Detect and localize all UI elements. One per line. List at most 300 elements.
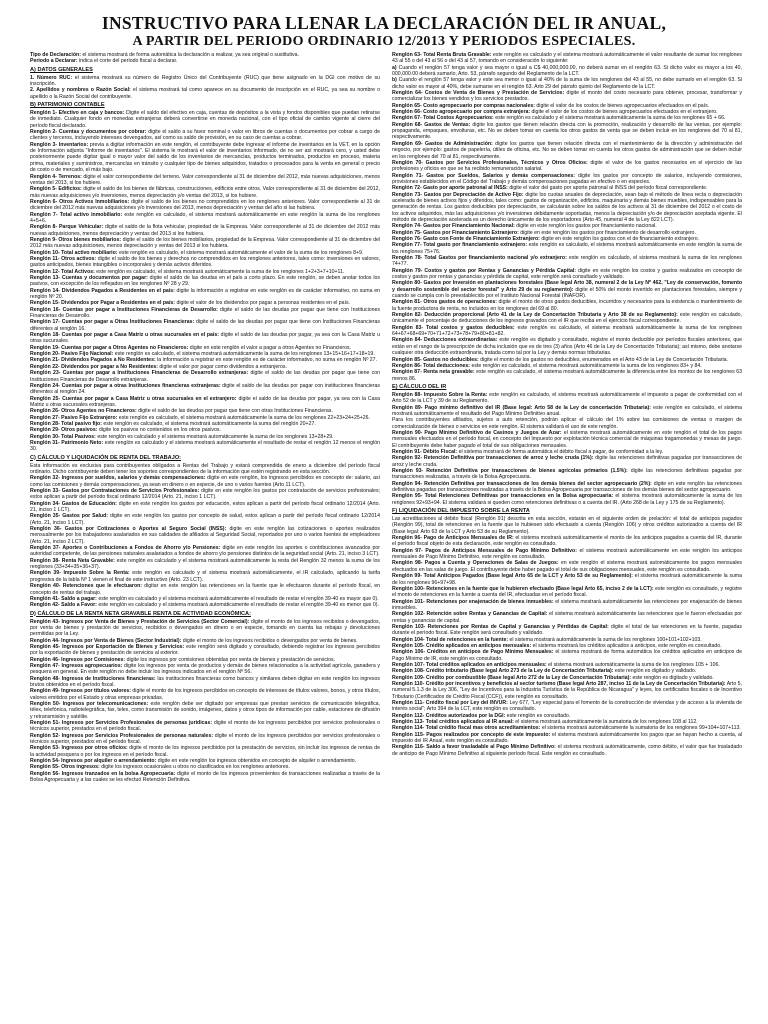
paragraph bbox=[30, 75, 380, 88]
paragraph-lead: Renglón 88- Impuesto Sobre la Renta: bbox=[392, 391, 488, 398]
paragraph-text: el sistema mostrará automáticamente, como débito, el valor que fue trasladado de anticipo de Pago Mínimo Definitivo al siguiente período fiscal. Este renglón es consultado. bbox=[392, 744, 742, 757]
paragraph-text: digite el monto de los ingresos percibidos por servicios profesionales o técnicos superior, prestados en el período fiscal. bbox=[30, 732, 380, 746]
paragraph bbox=[30, 383, 380, 396]
paragraph bbox=[392, 77, 742, 90]
section-heading: F) LIQUIDACIÓN DEL IMPUESTO SOBRE LA RENTA bbox=[392, 508, 530, 515]
paragraph-lead: Renglón 94- Retención Definitiva por transacciones de los demás bienes del sector agropecuario (2%): bbox=[392, 480, 652, 487]
paragraph-text: este renglón es calculado, el sistema mostrará automáticamente la suma de los renglones 22+23+24+25+26. bbox=[117, 414, 370, 421]
paragraph-text: digite los pasivos no contenidos en los otros pasivos. bbox=[97, 427, 221, 434]
paragraph bbox=[392, 122, 742, 141]
paragraph-lead: Renglón 7- Total activo inmobiliario: bbox=[30, 211, 123, 218]
paragraph-text: digite en este renglón los aportes o contribuciones avanzados por autoridad competente, de las pensiones naturales asalariados a fondos de ahorro y/o pensiones distintos de la seguridad social (Arto. 21, inciso 3 LCT). bbox=[30, 545, 380, 558]
paragraph-lead: Renglón 44- Ingresos por Venta de Bienes (Sector Industrial): bbox=[30, 637, 182, 644]
paragraph bbox=[392, 548, 742, 561]
paragraph-lead: Renglón 16- Cuentas por pagar a Instituciones Financieras de Desarrollo: bbox=[30, 306, 218, 313]
paragraph bbox=[392, 312, 742, 325]
paragraph-text: digite las retenciones definitivas pagadas por transacciones de arroz y leche cruda. bbox=[392, 455, 742, 468]
paragraph bbox=[30, 488, 380, 501]
paragraph bbox=[30, 256, 380, 269]
paragraph-lead: Renglón 99- Total Anticipos Pagados (Base legal Arto 65 de la LCT y Arto 53 de su Reglamento): bbox=[392, 573, 633, 580]
paragraph-text: Esta información es exclusiva para contribuyentes obligados a Rentas del Trabajo y estará comprendida de enero a diciembre del período fiscal ordinario. Dicho contribuyente deben tener los soportes correspondientes de la información que estén registrando en esta sección. bbox=[30, 462, 380, 475]
paragraph-lead: Renglón 12- Total Activos: bbox=[30, 268, 95, 275]
paragraph-text: digite el valor del gasto por aporte patronal al INSS del período fiscal correspondiente. bbox=[507, 185, 708, 192]
paragraph-text: el sistema mostrará automáticamente la suma de los renglones 105 + 106. bbox=[546, 661, 720, 668]
paragraph-lead: Renglón 83- Total costos y gastos deducibles: bbox=[392, 324, 515, 331]
paragraph-lead: Renglón 68- Gastos de Ventas: bbox=[392, 121, 471, 128]
paragraph-lead: Renglón 116- Saldo a favor trasladable al Pago Mínimo Definitivo: bbox=[392, 744, 556, 751]
paragraph-text: digite el monto de los gastos no deducibles, enumerados en el Arto 43 de la Ley de Concertación Tributaria. bbox=[478, 356, 728, 363]
paragraph-text: este renglón es calculado y el sistema mostrará automáticamente el resultado de restar el renglón 39-40 es menor que 0). bbox=[96, 602, 379, 609]
paragraph-lead: Renglón 11- Otros activos: bbox=[30, 255, 97, 262]
paragraph-lead: Renglón 69- Gastos de Administración: bbox=[392, 140, 493, 147]
paragraph-text: indica el corte del período fiscal a declarar. bbox=[77, 58, 178, 65]
paragraph-lead: Renglón 96- Pago de Anticipos Mensuales de IR: bbox=[392, 535, 514, 542]
paragraph-lead: Renglón 67- Total Costos Agropecuarios: bbox=[392, 115, 494, 122]
paragraph bbox=[392, 268, 742, 281]
paragraph-text: digite la información a registrar en este renglón es de carácter informativo, no suma en renglón Nº 20. bbox=[30, 287, 380, 301]
paragraph-text: digite en este renglón los gastos por financiamiento nacional. bbox=[514, 223, 657, 230]
paragraph-lead: Renglón 24- Cuentas por pagar a otras Instituciones financieras extranjeras: bbox=[30, 382, 221, 389]
paragraph-text: digite el saldo de las deudas por pagar, ya sea con la Casa Matriz u otras sucursales. bbox=[30, 332, 380, 345]
paragraph-text: digite en este renglón los gastos por educación, estos aplican a partir del período fiscal ordinario 12/2014 (Arto. 21, inciso 1 LCT). bbox=[30, 500, 380, 514]
paragraph-text: este renglón es calculado, el sistema mostrará automáticamente el resultado del Pago Mínimo Definitivo anual. bbox=[392, 404, 742, 417]
paragraph bbox=[30, 771, 380, 784]
paragraph-text: digite el valor de los dividendos por pagar a personas residentes en el país. bbox=[175, 300, 351, 307]
paragraph bbox=[30, 526, 380, 545]
paragraph-lead: Renglón 15- Dividendos por Pagar a Residentes en el país: bbox=[30, 300, 175, 307]
paragraph-lead: Renglón 76- Gasto con Fonte de Financiamiento Extranjero: bbox=[392, 235, 540, 242]
paragraph-text: digite el saldo de las deudas por pagar que tiene con Instituciones Financieras de Desarrollo extranjeras. bbox=[30, 370, 380, 383]
paragraph-lead: Renglón 115- Pagos realizados por concepto de este impuesto: bbox=[392, 731, 551, 738]
paragraph-text: digite el monto de los ingresos recibidos o devengados por venta de bienes. bbox=[181, 637, 358, 644]
paragraph-text: este renglón es digitado y consultado, registre el monto deducible por períodos fiscales anteriores, que están en el rango de la prescripción de dicha inclusión que es de tres (3) años (Arto 46 de la Ley de Concertación Tributaria); así mismo, debe anotarse cualquier otra deducción extraordinaria, tratada como tal por la Ley y demás normas tributarias. bbox=[392, 337, 742, 357]
paragraph-text: digite en este renglón los gastos por financiamiento de desarrollo extranjero. bbox=[518, 229, 696, 236]
paragraph bbox=[392, 599, 742, 612]
paragraph-text: el sistema mostrará de forma automática la declaración a realizar, ya sea original o sustitutiva. bbox=[80, 52, 299, 58]
paragraph-text: este renglón es calculado, el sistema mostrará automáticamente el valor de la suma de los renglones 8+9. bbox=[117, 249, 364, 256]
paragraph-lead: Renglón 91- Débito Fiscal: bbox=[392, 448, 458, 455]
paragraph-lead: Renglón 37- Aportes o Contribuciones a Fondos de Ahorro y/o Pensiones: bbox=[30, 545, 221, 552]
paragraph-lead: Renglón 72- Gasto por aporte patronal al INSS: bbox=[392, 185, 508, 192]
paragraph-lead: Renglón 2- Cuentas y documentos por cobrar: bbox=[30, 129, 147, 136]
paragraph bbox=[392, 417, 742, 430]
paragraph bbox=[392, 141, 742, 160]
paragraph bbox=[392, 586, 742, 599]
paragraph-lead: Renglón 101- Retenciones por enajenación de bienes inmuebles: bbox=[392, 598, 554, 605]
paragraph-lead: Renglón 104- Total de retenciones en la fuente: bbox=[392, 636, 509, 643]
paragraph-text: digite el saldo de los bienes no comprendidos en los renglones anteriores. Valor correspondiente al 31 de diciembre del 2012 más nuevas adquisiciones y/o inversiones del 2013, menos depreciación y ventas del año si las hubiera. bbox=[30, 198, 380, 212]
paragraph-lead: Periodo a Declarar: bbox=[30, 58, 78, 65]
paragraph bbox=[30, 701, 380, 720]
paragraph-lead: Renglón 22- Dividendos por pagar a No Residentes: bbox=[30, 363, 158, 370]
paragraph-text: digite el monto de los ingresos percibidos en concepto de intereses de títulos valores, bonos, y otros títulos, valores emitidos por el Estado y otras empresas privadas. bbox=[30, 688, 380, 701]
paragraph bbox=[392, 468, 742, 481]
paragraph-text: Ley 677, "Ley especial para el fomento de la construcción de viviendas y de acceso a la vivienda de interés social"; Arto 394 de la LCT, este renglón es consultado. bbox=[392, 700, 742, 713]
paragraph-lead: 2. Apellidos y nombres o Razón Social: bbox=[30, 87, 131, 94]
paragraph-text: digite en este renglón las cotizaciones o aportes realizados mensualmente por los trabajadores asalariados en sus calidades de afiliados al Seguridad Social, reportados por uno o varios fuentes de empleadores (Arto. 21, inciso 2 LCT). bbox=[30, 526, 380, 545]
paragraph-text: este renglón es calculado y el sistema mostrará automáticamente el valor resultante de sumar los renglones 43 al 55 o del 43 al 56 o del 43 al 57, tomando en consideración lo siguiente: bbox=[392, 52, 742, 65]
paragraph-lead: Renglón 105- Crédito aplicados en anticipos mensuales: bbox=[392, 642, 532, 649]
paragraph-lead: Renglón 30- Total Pasivos: bbox=[30, 433, 96, 440]
paragraph-lead: Renglón 100- Retenciones en la fuente que le hubieren efectuado (Base legal Arto 65, inciso 2 de la LCT): bbox=[392, 585, 654, 592]
paragraph-text: digite en este renglón el valor a pagar a otros Agentes no Financieros. bbox=[188, 344, 351, 351]
paragraph-lead: Renglón 65- Costo agropecuario por compras nacionales: bbox=[392, 102, 535, 109]
paragraph-lead: Renglón 17- Cuentas por pagar a Otras Instituciones Financieras: bbox=[30, 319, 195, 326]
paragraph-lead: Renglón 93- Retención Definitiva por transacciones de bienes agrícolas primarios (1.5%): bbox=[392, 468, 628, 474]
paragraph-text: la información a registrar en este renglón es de carácter informativo, no suma en renglón Nº 27. bbox=[155, 357, 378, 364]
paragraph bbox=[30, 583, 380, 596]
paragraph-text: este renglón es consultado, y registre el monto de retenciones en la fuente a cuenta del IR, efectuadas en el período fiscal. bbox=[392, 585, 742, 599]
paragraph-lead: Renglón 1- Efectivo en caja y bancos: bbox=[30, 110, 125, 117]
paragraph-lead: Renglón 27- Pasivo Fijo Extranjero: bbox=[30, 414, 118, 421]
paragraph bbox=[392, 649, 742, 662]
paragraph-text: el sistema mostrará de forma automática los créditos aplicados en anticipos de Pago Mínimo de IR, este renglón es consultado. bbox=[392, 649, 742, 662]
paragraph-lead: Renglón 6- Otros Activos Inmobiliarios: bbox=[30, 198, 130, 205]
paragraph bbox=[30, 663, 380, 676]
paragraph-text: este renglón es calculado, el sistema mostrará automáticamente en este renglón la suma de los renglones 75+76. bbox=[392, 242, 742, 255]
paragraph bbox=[392, 516, 742, 535]
paragraph bbox=[30, 745, 380, 758]
paragraph-text: digite los gastos que tienen relación directa con el mantenimiento de la dirección y administración del negocio, por ejemplo: gastos de papelería, útiles de oficina, etc. No se deben tomar en cuenta los otros gastos de administración que se deben incluir en los renglones del 70 al 81, respectivamente. bbox=[392, 140, 742, 160]
paragraph-text: digite los ingresos por venta de productos y demás de bienes relacionados a la actividad agrícola, ganadera y pesquera en general. En este renglón no debe incluir los ingresos indicados en el renglón Nº 56. bbox=[30, 662, 380, 676]
paragraph-lead: Renglón 108- Crédito tributario (Base legal Arto 273 de la Ley de Concertación Tributaria): bbox=[392, 668, 614, 675]
paragraph-lead: Renglón 54- Ingresos por alquiler o arrendamiento: bbox=[30, 758, 157, 765]
paragraph-text: el sistema mostrará automáticamente la suma de los renglones 100+101+102+103. bbox=[508, 636, 702, 643]
paragraph-text: en este renglón el sistema mostrará automáticamente los pagos mensuales efectuados en las salas de juego. El contribuyente debe haber pagado el total de sus obligaciones mensuales, este renglón es consultado. bbox=[392, 560, 742, 573]
paragraph bbox=[30, 570, 380, 583]
paragraph-text: digite los gastos por concepto de salarios, incluyendo comisiones, provisiones establecidos en el Código del Trabajo y demás compensaciones pagadas en efectivo o en especies. bbox=[392, 172, 742, 185]
paragraph-lead: Renglón 26- Otros Agentes no Financieros: bbox=[30, 408, 137, 415]
paragraph bbox=[392, 299, 742, 312]
paragraph-text: este renglón es calculado, únicamente el porcentaje de deducciones de los ingresos gravados con el IR que reciba en el ejercicio fiscal correspondiente. bbox=[392, 312, 742, 325]
paragraph bbox=[392, 325, 742, 338]
paragraph bbox=[392, 481, 742, 494]
paragraph bbox=[392, 732, 742, 745]
paragraph bbox=[30, 142, 380, 174]
paragraph-text: Cuando el renglón 57 tenga valor y sea mayor o igual a C$ 40,000,000.00, no deberá sumar en el renglón 63. Si dicho valor es mayor a los 40, 000,000.00 deberá sumarlo, Arto. 53, párrafo segundo del Reglamento de la LCT. bbox=[392, 64, 742, 78]
paragraph-text: este renglón es calculado, el sistema mostrará automáticamente el impuesto a pagar de conformidad con el Arto 52 de la LCT y 39 de su Reglamento. bbox=[392, 391, 742, 405]
paragraph-lead: Renglón 80- Gastos por Inversión en plantaciones forestales (Base legal Arto 38, numeral 2 de la Ley Nº 462, "Ley de conservación, fomento y desarrollo sostenible del sector forestal" y Arto 29 de su reglamento): bbox=[392, 280, 742, 293]
paragraph-text: el sistema mostrará automáticamente en este renglón el total de los pagos mensuales efectuados en el período fiscal, en concepto del Impuesto por explotación técnica comercial de máquinas tragamonedas y mesas de juego. El contribuyente debe haber pagado el total de sus obligaciones mensuales. bbox=[392, 429, 742, 449]
paragraph-lead: Renglón 14- Dividendos Pagados a Residentes en el país: bbox=[30, 287, 175, 294]
paragraph-text: digite en este renglón los gastos por contratación de servicios profesionales; estos aplican a partir del período fiscal ordinario 12/2014 (Arto. 21, inciso 1 LCT). bbox=[30, 488, 380, 501]
paragraph bbox=[30, 275, 380, 288]
paragraph-text: este renglón es calculado, el sistema mostrará la suma de los renglones 74+77. bbox=[392, 255, 742, 268]
paragraph-text: Arto 5, numeral 5.1.3 de la Ley 306, "Ley de Incentivos para la Industria Turística de la República de Nicaragua" y leyes, los certificados fiscales o de Incentivo Tributario (Certificados de Crédito Fiscal (CCF)), este renglón es consultado. bbox=[392, 681, 742, 700]
paragraph-lead: Renglón 85- Gastos no deducibles: bbox=[392, 356, 479, 363]
paragraph-lead: Renglón 5- Edificios: bbox=[30, 186, 82, 193]
paragraph-lead: Renglón 35- Gastos por Salud: bbox=[30, 513, 108, 520]
paragraph bbox=[30, 332, 380, 345]
paragraph-text: el sistema mostrará automáticamente las retenciones por enajenación de bienes inmuebles. bbox=[392, 598, 742, 611]
paragraph bbox=[30, 396, 380, 409]
paragraph-text: digite el monto de los ingresos recibidos o devengados, por venta de bienes y prestación de servicios, recibidos o devengados en dinero o en especie, tomando en cuenta las rebajas y devoluciones permitidas por la Ley. bbox=[30, 618, 380, 638]
paragraph bbox=[392, 700, 742, 713]
paragraph-lead: Renglón 112- Créditos autorizados por la DGI: bbox=[392, 712, 506, 719]
paragraph-text: digite los ingresos por comisiones obtenidas por venta de bienes y prestación de servicios. bbox=[125, 656, 336, 663]
paragraph-text: digite el 50% del monto invertido en plantaciones forestales, siempre y cuando se cumpla con lo preestablecido por el Instituto Nacional Forestal (INAFOR). bbox=[392, 286, 742, 300]
paragraph-lead: Renglón 50- Ingresos por telecomunicaciones: bbox=[30, 701, 149, 707]
paragraph bbox=[30, 619, 380, 638]
paragraph bbox=[392, 192, 742, 224]
paragraph-text: el sistema mostrará automáticamente las retenciones que le fueron efectuadas por rentas y ganancias de capital. bbox=[392, 611, 742, 624]
paragraph-lead: Renglón 95- Total Retenciones Definitivas por transacciones en la Bolsa agropecuaria: bbox=[392, 493, 614, 500]
paragraph-lead: Renglón 66- Costo agropecuario por compra extranjera: bbox=[392, 109, 531, 116]
paragraph-lead: Renglón 56- Ingresos tranzados en la bolsa Agropecuaria: bbox=[30, 770, 176, 777]
paragraph-lead: Renglón 102- Retención sobre Rentas y Ganancias de Capital: bbox=[392, 611, 548, 618]
paragraph bbox=[30, 370, 380, 383]
paragraph-lead: Renglón 97- Pagos de Anticipos Mensuales de Pago Mínimo Definitivo: bbox=[392, 547, 577, 554]
paragraph-text: digite las retenciones definitivas pagadas por transacciones realizadas, a través de la Bolsa Agropecuaria. bbox=[392, 468, 742, 481]
paragraph bbox=[392, 573, 742, 586]
paragraph-lead: Renglón 103- Retenciones por Rentas de Capital y Ganancias y Pérdidas de Capital: bbox=[392, 623, 609, 630]
paragraph-lead: Renglón 77- Total gasto por financiamiento extranjero: bbox=[392, 242, 528, 249]
paragraph bbox=[30, 475, 380, 488]
paragraph-text: digite el saldo de las deudas en el país a corto plazo. En este renglón, se deben anotar todos los pasivos, con excepción de los reflejados en los renglones Nº 28 y 29. bbox=[30, 275, 380, 288]
paragraph-lead: Renglón 52- Ingresos por Servicios Profesionales de personas naturales: bbox=[30, 732, 214, 739]
paragraph-text: digite el saldo de los bienes de fábricas, construcciones, edificios entre otros. Valor correspondiente al 31 de diciembre del 2012, más nuevas adquisiciones y/o inversiones, menos depreciación y/o ventas del 2013, si los hubiere. bbox=[30, 186, 380, 199]
paragraph bbox=[392, 611, 742, 624]
paragraph-lead: Renglón 46- Ingresos por Comisiones: bbox=[30, 656, 126, 663]
paragraph-lead: Renglón 36- Gastos por Cotizaciones o Aportes al Seguro Social (INSS): bbox=[30, 526, 227, 533]
document-subtitle: A PARTIR DEL PERIODO ORDINARIO 12/2013 Y PERIODOS ESPECIALES. bbox=[132, 34, 636, 49]
paragraph-text: este renglón es consultado. bbox=[505, 712, 571, 719]
paragraph-text: digite el valor correspondiente del terreno. Valor correspondiente al 31 de diciembre del 2012, más nuevas adquisiciones, menos ventas del 2013, si los hubiere. bbox=[30, 173, 380, 186]
paragraph-text: este renglón es calculado, el sistema mostrará automáticamente la suma de los renglones 64+67+68+69+70+71+72+73+78+79+80+81+82. bbox=[392, 324, 742, 338]
paragraph-text: digite en este renglón las retenciones definitivas pagadas por transacciones realizadas a través de la Bolsa Agropecuaria por transacciones de los demás bienes del sector agropecuario. bbox=[392, 480, 742, 494]
paragraph-lead: Renglón 64- Costos de Venta de Bienes y Prestación de Servicios: bbox=[392, 90, 565, 97]
paragraph-lead: b) bbox=[392, 77, 397, 84]
left-column bbox=[30, 52, 380, 1017]
paragraph-text: este renglón es calculado y el sistema mostrará automáticamente la suma de los renglones 65 + 66. bbox=[493, 115, 726, 122]
paragraph bbox=[392, 624, 742, 637]
paragraph bbox=[30, 513, 380, 526]
section-heading: D) CÁLCULO DE LA RENTA NETA GRAVABLE RENTA DE ACTIVIDAD ECONÓMICA: bbox=[30, 610, 251, 617]
paragraph-lead: Renglón 71- Gastos por Sueldos, Salarios y demás compensaciones: bbox=[392, 172, 575, 179]
paragraph bbox=[392, 493, 742, 506]
paragraph-text: digite el saldo de las deudas por pagar, ya sea con la Casa Matriz u otras sucursales extranjeras. bbox=[30, 395, 380, 408]
paragraph-text: previa a digitar información en este renglón, el contribuyente debe ingresar el informe de inventarios en la VET, en la opción de Información adjunta "Informe de inventarios". El sistema le mostrará el valor de inventarios informado, de no ser así mostrará cero, y usted debe posteriormente puede digitar igual o mayor valor del saldo de los inventarios de mercancías, productos terminados, productos en proceso, materia prima, materiales y suministros, mercancías en tránsito y cualquier tipo de bienes adquiridos, tratados o procesados para la venta en general o precio de costo o de mercado, el más bajo. bbox=[30, 141, 380, 174]
paragraph-text: digite en este renglón, los ingresos percibidos en concepto de: salario, así como las comisiones y demás compensaciones, ya sean en dinero o en especie, de uno o varios fuentes (Arto 11 LCT). bbox=[30, 475, 380, 488]
paragraph-lead: Tipo de Declaración: bbox=[30, 52, 81, 58]
paragraph-lead: 1. Número RUC: bbox=[30, 74, 73, 81]
paragraph-lead: Renglón 29- Otros pasivos: bbox=[30, 427, 98, 434]
paragraph-text: digite en este renglón los costos y gastos realizados en concepto de costos y gastos por rentas y ganancias y pérdida de capital, este renglón será consultado y validado. bbox=[392, 267, 742, 281]
paragraph bbox=[392, 280, 742, 299]
paragraph bbox=[30, 186, 380, 199]
paragraph bbox=[30, 319, 380, 332]
paragraph bbox=[30, 463, 380, 476]
paragraph-lead: Renglón 28- Total pasivo fijo: bbox=[30, 420, 102, 427]
paragraph-lead: Renglón 19- Cuentas por pagar a Otros Agentes no Financieros: bbox=[30, 344, 189, 351]
paragraph-text: este renglón es calculado, el sistema mostrará automáticamente la suma de los renglones 1+2+3+7+10+11. bbox=[94, 268, 345, 275]
paragraph-text: este renglón es calculado, el sistema mostrará automáticamente la suma de los renglones 83+ y 84. bbox=[470, 362, 702, 369]
paragraph-lead: Renglón 43- Ingresos por Venta de Bienes y Prestación de Servicios (Sector Comercial): bbox=[30, 618, 250, 625]
paragraph bbox=[392, 90, 742, 103]
paragraph-lead: Renglón 49- Ingresos por títulos valores: bbox=[30, 688, 131, 695]
paragraph bbox=[30, 558, 380, 571]
paragraph-lead: a) bbox=[392, 64, 397, 71]
paragraph bbox=[30, 602, 380, 608]
paragraph bbox=[30, 199, 380, 212]
paragraph-lead: Renglón 20- Pasivo Fijo Nacional: bbox=[30, 351, 114, 358]
paragraph-text: este renglón es calculado, el sistema mostrará automáticamente la suma del renglón 20+27. bbox=[101, 420, 316, 427]
paragraph bbox=[392, 681, 742, 700]
paragraph-text: el sistema mostrará tal como aparece en su documento de inscripción en el RUC, ya sea su nombre o apellido o la Razón Social del contribuyente. bbox=[30, 87, 380, 100]
paragraph-text: este renglón es digitado y validado. bbox=[613, 668, 697, 675]
paragraph-lead: Renglón 10- Total activo mobiliario: bbox=[30, 249, 118, 256]
paragraph bbox=[30, 87, 380, 100]
paragraph-text: digite en este renglón los ingresos obtenidos en concepto de alquiler o arrendamiento. bbox=[156, 758, 357, 765]
paragraph-text: digite el saldo de las deudas por pagar que tiene con Instituciones Financieras diferentes al renglón 16. bbox=[30, 319, 380, 332]
paragraph-lead: Renglón 9- Otros bienes mobiliarios: bbox=[30, 236, 122, 243]
paragraph bbox=[30, 676, 380, 689]
paragraph-lead: Renglón 98- Pagos a Cuenta y Operaciones de Salas de Juegos: bbox=[392, 560, 559, 567]
paragraph-lead: Renglón 13- Cuentas y documentos por pagar: bbox=[30, 275, 148, 281]
paragraph bbox=[392, 405, 742, 418]
paragraph-text: digite los ingresos ocasionales u otros no clasificados en los renglones anteriores. bbox=[99, 764, 290, 771]
paragraph-text: el sistema mostrará automáticamente la suma de los renglones 96+97+98. bbox=[392, 573, 742, 586]
paragraph-text: este renglón es calculado y el sistema mostrará automáticamente la suma de los renglones 13+28+29. bbox=[95, 433, 334, 440]
paragraph-text: este renglón es digitado y validado. bbox=[631, 674, 714, 681]
paragraph-lead: Renglón 32- Ingresos por sueldos, salarios y demás compensaciones: bbox=[30, 475, 206, 482]
paragraph bbox=[30, 733, 380, 746]
paragraph bbox=[392, 535, 742, 548]
paragraph-text: Las acreditaciones al débito fiscal (Renglón 91) descrita en esta sección, estarán en el siguiente orden de prelación: el total de anticipos pagados (Renglón 99), total de retenciones en la fuente que le hubiesen sido efectuado a cuenta (Renglón 106) y otros créditos autorizados a cuenta del IR (Base legal: Arto 63 de la LCT y Arto 53 de su Reglamento). bbox=[392, 516, 742, 535]
paragraph bbox=[392, 52, 742, 65]
section-heading: E) CÁLCULO DEL IR bbox=[392, 383, 447, 390]
paragraph-text: este renglón es calculado, el sistema mostrará automáticamente en este renglón la suma de los renglones 4+5+6. bbox=[30, 211, 380, 224]
paragraph-text: este renglón es calculado, el sistema mostrará automáticamente la diferencia entre los montos de los renglones 63 menos 86. bbox=[392, 369, 742, 382]
paragraph-text: el sistema mostrará automáticamente la suma de los renglones 92+93+94. El sistema validará si queden como retenciones definitivas o a cuenta del IR. (Arto 268 de la Ley y 175 de su Reglamento). bbox=[392, 493, 742, 506]
paragraph-lead: Renglón 38- Renta Neta Gravable: bbox=[30, 557, 115, 564]
paragraph-lead: Renglón 73- Gastos por Depreciación de Activo Fijo: bbox=[392, 191, 524, 198]
paragraph-lead: Renglón 79- Costos y gastos por Rentas y Ganancias y Pérdida Capital: bbox=[392, 267, 577, 274]
section-heading: A) DATOS GENERALES bbox=[30, 66, 93, 73]
paragraph-text: digite en este renglón los gastos con el de financiamiento extranjero. bbox=[539, 235, 700, 242]
paragraph bbox=[392, 160, 742, 173]
paragraph-lead: Renglón 63- Total Renta Bruta Gravable: bbox=[392, 52, 492, 58]
paragraph-text: digite el monto de los ingresos provenientes de transacciones realizadas a través de la Bolsa Agropecuaria y a las cuales se les efectuó Retención Definitiva. bbox=[30, 770, 380, 784]
paragraph-text: digite el valor de los gastos necesarios en el ejercicio de las profesiones y oficios en que se ha recibido remuneración salarial. bbox=[392, 159, 742, 173]
paragraph bbox=[30, 58, 380, 64]
paragraph-lead: Renglón 111- Crédito fiscal por Ley del INVUR: bbox=[392, 700, 508, 707]
paragraph bbox=[392, 392, 742, 405]
paragraph-lead: Renglón 31- Patrimonio Neto: bbox=[30, 439, 104, 446]
paragraph-text: el sistema mostrará automáticamente en este renglón los anticipos mensuales de Pago Mínimo Definitivo, este renglón es consultado. bbox=[392, 547, 742, 561]
paragraph-text: digite el saldo de las deudas por pagar con instituciones financieras diferentes al renglón 24. bbox=[30, 382, 380, 396]
paragraph-text: el sistema mostrará de forma automática el débito fiscal a pagar, de conformidad a la ley. bbox=[457, 448, 664, 455]
paragraph-lead: Renglón 109- Crédito por combustible (Base legal Arto 272 de la Ley de Concertación Tributaria): bbox=[392, 674, 632, 681]
paragraph-text: este renglón es calculado y el sistema mostrará automáticamente el resultado de restar el renglón 12 menos el renglón 30. bbox=[30, 439, 380, 453]
paragraph bbox=[30, 288, 380, 301]
document-title: INSTRUCTIVO PARA LLENAR LA DECLARACIÓN DEL IR ANUAL, bbox=[101, 13, 667, 33]
paragraph-text: digitar en este renglón las retenciones en la fuente que le efectuaron durante el período fiscal, en concepto de rentas del trabajo. bbox=[30, 583, 380, 596]
paragraph bbox=[30, 224, 380, 237]
paragraph-text: digite los gastos que tienen relación directa con la promoción, realización y desarrollo de las ventas, por ejemplo: propaganda, empaques, envolturas, etc. No se deben tomar en cuenta los otros gastos de venta que se deben incluir en los renglones del 70 al 81, respectivamente. bbox=[392, 121, 742, 141]
paragraph bbox=[30, 237, 380, 250]
paragraph-lead: Renglón 106- Créditos en anticipos de Pago Mínimo Mensuales: bbox=[392, 649, 554, 656]
paragraph-text: el sistema mostrará automáticamente los pagos que se hayan hecho a cuenta, al impuesto del IR Anual, este renglón es consultado. bbox=[392, 731, 742, 745]
paragraph bbox=[392, 173, 742, 186]
paragraph-text: el sistema mostrará automáticamente la sumatoria de los renglones 108 al 112. bbox=[513, 719, 698, 726]
paragraph-lead: Renglón 48- Ingresos de Instituciones financieras: bbox=[30, 675, 156, 682]
paragraph bbox=[30, 174, 380, 187]
paragraph-lead: Renglón 82- Deducción proporcional (Arto 41 de la Ley de Concertación Tributaria y Arto 38 de su Reglamento): bbox=[392, 312, 678, 319]
paragraph-text: digite en este renglón los gastos por concepto de salud, estos aplican a partir del período fiscal ordinario 12/2014 (Arto. 21, inciso 1 LCT). bbox=[30, 513, 380, 526]
paragraph-lead: Renglón 110- Crédito por incentivos y beneficios al sector turismo (Base legal Arto 287, inciso 11 de la Ley de Concertación Tributaria): bbox=[392, 681, 726, 687]
paragraph-lead: Renglón 90- Pago Mínimo Definitivo de Casinos y Juegos de Azar: bbox=[392, 429, 562, 436]
paragraph-lead: Renglón 74- Gastos por Financiamiento Nacional: bbox=[392, 223, 515, 230]
paragraph-lead: Renglón 45- Ingresos por Exportación de Bienes y Servicios: bbox=[30, 643, 185, 650]
paragraph-lead: Renglón 75- Gastos por Financiamiento Extranjero: bbox=[392, 229, 519, 236]
paragraph-lead: Renglón 55- Otros ingresos: bbox=[30, 764, 100, 771]
paragraph-lead: Renglón 23- Cuentas por pagar a Instituciones Financieras de Desarrollo extranjeras: bbox=[30, 370, 249, 377]
paragraph-text: este renglón es calculado y el sistema mostrará automáticamente, el IR calculado, aplicando la tarifa progresiva de la tabla Nº 1 vienen el final de este instructivo (Arto. 23 LCT). bbox=[30, 570, 380, 583]
paragraph-text: digite el total de las retenciones en la fuente, pagadas durante el período fiscal. Este renglón será consultado y validado. bbox=[392, 623, 742, 637]
paragraph bbox=[392, 430, 742, 449]
paragraph-lead: Renglón 81- Otros gastos de operaciones: bbox=[392, 299, 497, 306]
paragraph-text: el sistema mostrará los créditos aplicados a anticipos, este renglón es consultado. bbox=[531, 642, 722, 649]
paragraph-text: Digite el saldo del efectivo en caja, cuentas de depósitos a la vista y fondos disponibles que puedan retirarse de inmediato. Cualquier fondo en monedas extranjeras deberá convertirse en moneda nacional, con el tipo oficial de cambio vigente al cierre del período fiscal declarado. bbox=[30, 110, 380, 129]
paragraph-lead: Renglón 40- Retenciones que le efectuaron: bbox=[30, 583, 143, 590]
paragraph bbox=[392, 560, 742, 573]
paragraph-lead: Renglón 41- Saldo a pagar: bbox=[30, 595, 97, 602]
paragraph-text: este renglón es calculado y el sistema mostrará automáticamente el resultado de restar el renglón 39-40 es mayor que 0). bbox=[96, 595, 379, 602]
paragraph bbox=[30, 440, 380, 453]
paragraph-lead: Renglón 21- Dividendos Pagados a No Residentes: bbox=[30, 357, 156, 364]
paragraph-lead: Renglón 114- Total crédito fiscal mas otros acreditamientos: bbox=[392, 725, 541, 732]
paragraph bbox=[30, 644, 380, 657]
paragraph-lead: Renglón 39- Impuesto Sobre la Renta: bbox=[30, 570, 130, 577]
paragraph bbox=[30, 110, 380, 129]
paragraph-lead: Renglón 113- Total créditos aplicados al IR anual: bbox=[392, 719, 514, 726]
paragraph-lead: Renglón 33- Gastos por Contrataciones de Servicios Profesionales: bbox=[30, 488, 200, 494]
paragraph-text: este renglón es calculado y el sistema mostrará automáticamente la resta del Renglón 32 menos la suma de los renglones (33+34+35+36+37). bbox=[30, 557, 380, 571]
paragraph-lead: Renglón 86- Total deducciones: bbox=[392, 362, 471, 369]
right-column bbox=[392, 52, 742, 1017]
paragraph-text: digite los cuotas anuales de depreciación, sean bajo el método de línea recta o depreciación acelerada de bienes activos fijos y diferidos, tales como: gastos de organización, edificios, maquinaria y demás bienes muebles, indispensables para la generación de rentas. Los gastos deducibles por depreciación, se calcularán sobre los saldos de los activos al 31 de diciembre del 2012 o el costo de los activos adquiridos, más las adquisiciones y/o inversiones debidamente soportadas, menos la depreciación y/o de depreciación aceptada vigente. El método de depreciación acelerada es un derecho únicamente de los exportadores (Arto 45, numeral 4 de la Ley 822 LCT). bbox=[392, 191, 742, 223]
paragraph-lead: Renglón 18- Cuentas por pagar a Casa Matriz u otras sucursales en el país: bbox=[30, 332, 219, 339]
paragraph bbox=[392, 744, 742, 757]
paragraph-lead: Renglón 4- Terrenos: bbox=[30, 173, 82, 180]
paragraph-text: el sistema mostrará automáticamente la sumatoria de los renglones 99+104+107+113. bbox=[540, 725, 741, 732]
paragraph-text: digite el saldo a su favor nominal o valor en libros de cuentas o documentos por cobrar a cargo de clientes y terceros, incluyendo intereses devengados, así como su saldo de provisión, en su caso de cuentas a cobrar. bbox=[30, 129, 380, 142]
paragraph-lead: Renglón 42- Saldo a Favor: bbox=[30, 602, 97, 609]
paragraph-lead: Renglón 53- Ingresos por otros oficios: bbox=[30, 745, 128, 752]
paragraph-text: este renglón debe ser digitado por empresas que prestan servicios de comunicación telegráfica, télex, telefónica, radiotelegráfica, fax, telex, como transmisión de sonido, imágenes, datos y otros tipos de información por cable, estaciones de difusión y retransmisión y satélite. bbox=[30, 701, 380, 720]
paragraph bbox=[30, 129, 380, 142]
paragraph bbox=[392, 369, 742, 382]
paragraph-text: el sistema mostrará su número de Registro Único del Contribuyente (RUC) que tiene asignado en la DGI con motivo de su inscripción. bbox=[30, 74, 380, 88]
section-heading: B) PATRIMONIO CONTABLE bbox=[30, 102, 105, 109]
paragraph-lead: Renglón 84- Deducciones extraordinarias: bbox=[392, 337, 498, 344]
paragraph-text: digite el saldo de los bienes mobiliarios, propiedad de la Empresa. Valor correspondiente al 31 de diciembre del 2012 más nuevas adquisiciones, menos depreciación y ventas del 2013 si los hubiera. bbox=[30, 236, 380, 250]
paragraph-text: digite el saldo de las deudas por pagar que tiene con Instituciones Financieras de Desarrollo. bbox=[30, 306, 380, 320]
paragraph-lead: Renglón 47- Ingresos agropecuarios: bbox=[30, 662, 123, 669]
paragraph bbox=[392, 337, 742, 356]
paragraph-lead: Renglón 107- Total créditos aplicados en anticipos mensuales: bbox=[392, 661, 547, 668]
paragraph-text: las instituciones financieras como bancos y similares deben digitar en este renglón los ingresos brutos obtenidos en el período fiscal. bbox=[30, 675, 380, 688]
paragraph-text: este renglón es calculado, el sistema mostrará automáticamente la suma de los renglones 13+15+16+17+18+19. bbox=[113, 351, 375, 358]
paragraph-text: este renglón será digitado y consultado, debiendo registrar los ingresos percibidos por la exportación de bienes y prestación de servicios al exterior. bbox=[30, 643, 380, 657]
paragraph-text: digite el monto de los ingresos percibidos por la prestación de servicios, sin incluir los ingresos de rentas de la actividad pesquera o por los ingresos en el período fiscal. bbox=[30, 745, 380, 758]
section-heading: C) CÁLCULO Y LIQUIDACIÓN DE RENTA DEL TRABAJO: bbox=[30, 454, 182, 461]
paragraph-text: digite el valor de los costos de bienes agropecuarios efectuados en el país. bbox=[534, 102, 710, 109]
paragraph-text: digite el saldo de la flota vehicular, propiedad de la Empresa. Valor correspondiente al 31 de diciembre del 2012 más nuevas adquisiciones, menos depreciación y ventas del 2013 si los hubiera. bbox=[30, 224, 380, 237]
paragraph-lead: Renglón 78- Total Gastos por financiamiento nacional y/o extranjero: bbox=[392, 255, 567, 261]
paragraph-lead: Renglón 51- Ingresos por Servicios Profesionales de personas jurídicas: bbox=[30, 720, 213, 727]
